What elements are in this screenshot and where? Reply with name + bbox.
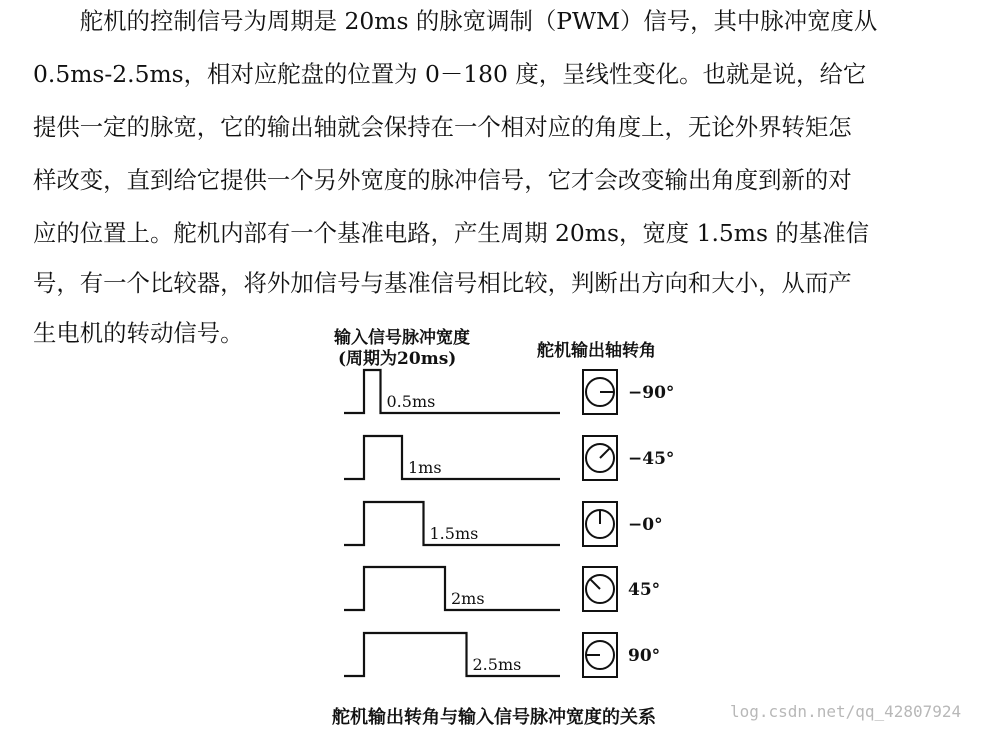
angle-label: −90° <box>628 383 675 403</box>
paragraph-line: 生电机的转动信号。 <box>33 319 244 347</box>
output-header: 舵机输出轴转角 <box>537 341 656 361</box>
paragraph-line: 号，有一个比较器，将外加信号与基准信号相比较，判断出方向和大小，从而产 <box>33 269 852 297</box>
angle-label: −45° <box>628 449 675 469</box>
pulse-rows <box>344 370 674 677</box>
servo-pointer <box>600 448 610 458</box>
paragraph-line: 舵机的控制信号为周期是 20ms 的脉宽调制（PWM）信号，其中脉冲宽度从 <box>33 7 878 35</box>
paragraph-line: 样改变，直到给它提供一个另外宽度的脉冲信号，它才会改变输出角度到新的对 <box>33 166 852 194</box>
angle-label: 90° <box>628 646 661 666</box>
pulse-width-label: 1.5ms <box>429 524 479 543</box>
angle-label: −0° <box>628 515 663 535</box>
angle-label: 45° <box>628 580 661 600</box>
watermark: log.csdn.net/qq_42807924 <box>730 702 962 721</box>
input-header-line2: (周期为20ms) <box>338 349 457 369</box>
paragraph-line: 应的位置上。舵机内部有一个基准电路，产生周期 20ms，宽度 1.5ms 的基准信 <box>33 219 869 247</box>
paragraph-line: 0.5ms-2.5ms，相对应舵盘的位置为 0－180 度，呈线性变化。也就是说，给它 <box>33 60 867 88</box>
pulse-waveform <box>344 436 560 479</box>
pulse-waveform <box>344 633 560 676</box>
pulse-waveform <box>344 370 560 413</box>
input-header-line1: 输入信号脉冲宽度 <box>334 328 470 348</box>
pulse-width-label: 2ms <box>451 589 485 608</box>
pulse-width-label: 1ms <box>408 458 442 477</box>
figure-caption: 舵机输出转角与输入信号脉冲宽度的关系 <box>332 707 656 728</box>
pulse-width-label: 0.5ms <box>386 392 436 411</box>
servo-pointer <box>590 579 600 589</box>
pulse-width-label: 2.5ms <box>472 655 522 674</box>
paragraph-line: 提供一定的脉宽，它的输出轴就会保持在一个相对应的角度上，无论外界转矩怎 <box>33 113 852 141</box>
